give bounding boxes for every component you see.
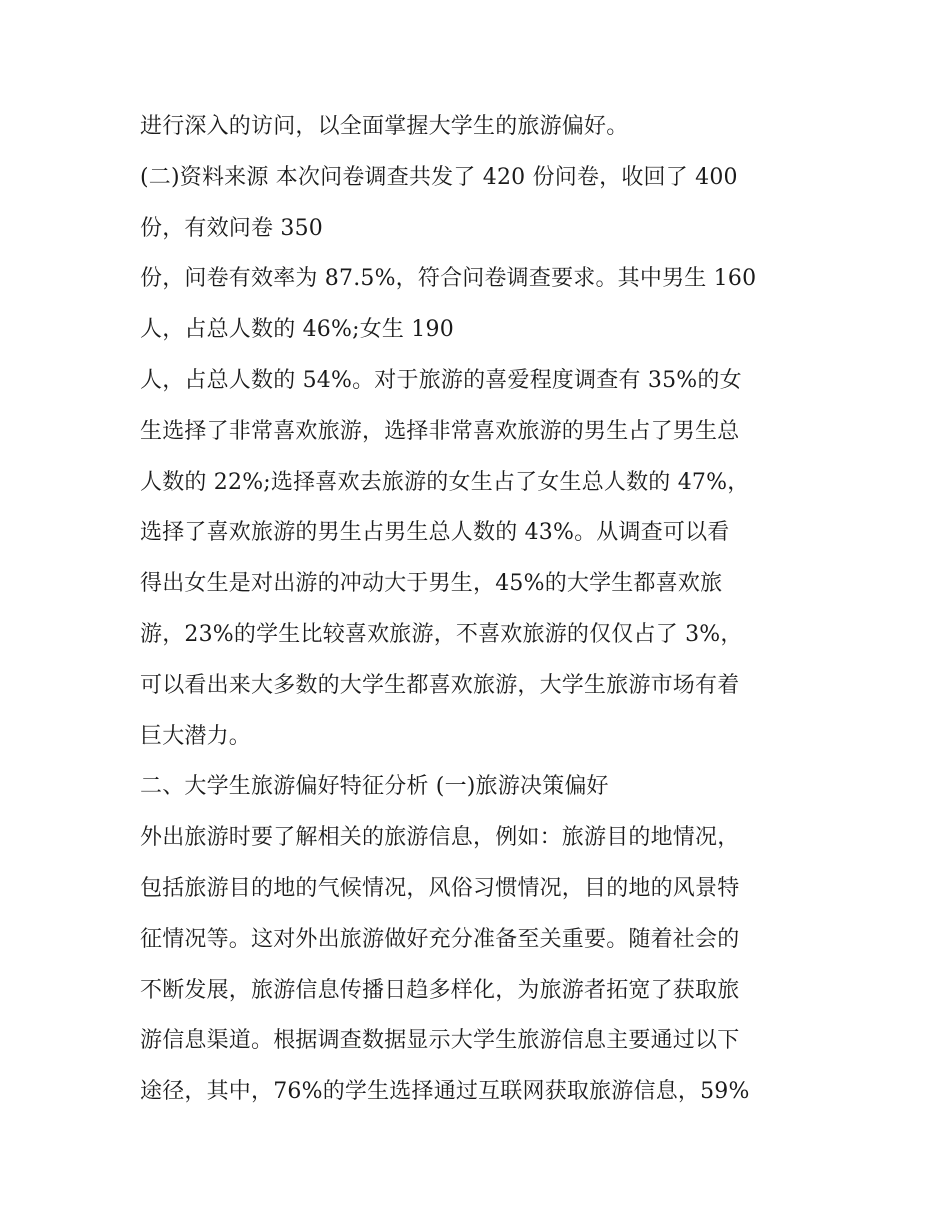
text-line: 包括旅游目的地的气候情况，风俗习惯情况，目的地的风景特	[140, 875, 740, 901]
text-line: (二)资料来源 本次问卷调查共发了 420 份问卷，收回了 400	[140, 164, 738, 190]
text-line: 份，有效问卷 350	[140, 215, 323, 241]
text-line: 生选择了非常喜欢旅游，选择非常喜欢旅游的男生占了男生总	[140, 418, 740, 444]
text-line: 可以看出来大多数的大学生都喜欢旅游，大学生旅游市场有着	[140, 672, 740, 698]
text-line: 人数的 22%;选择喜欢去旅游的女生占了女生总人数的 47%，	[140, 469, 750, 495]
text-line: 得出女生是对出游的冲动大于男生，45%的大学生都喜欢旅	[140, 571, 723, 597]
text-line: 征情况等。这对外出旅游做好充分准备至关重要。随着社会的	[140, 926, 740, 952]
text-line: 外出旅游时要了解相关的旅游信息，例如：旅游目的地情况，	[140, 825, 740, 851]
text-line: 份，问卷有效率为 87.5%，符合问卷调查要求。其中男生 160	[140, 266, 757, 292]
text-line: 选择了喜欢旅游的男生占男生总人数的 43%。从调查可以看	[140, 520, 730, 546]
section-heading: 二、大学生旅游偏好特征分析 (一)旅游决策偏好	[140, 774, 609, 800]
text-line: 进行深入的访问，以全面掌握大学生的旅游偏好。	[140, 114, 629, 139]
text-line: 游，23%的学生比较喜欢旅游，不喜欢旅游的仅仅占了 3%，	[140, 621, 743, 647]
text-line: 游信息渠道。根据调查数据显示大学生旅游信息主要通过以下	[140, 1028, 740, 1054]
text-line: 人，占总人数的 54%。对于旅游的喜爱程度调查有 35%的女	[140, 367, 742, 393]
text-line: 巨大潜力。	[140, 723, 252, 749]
text-line: 人，占总人数的 46%;女生 190	[140, 317, 454, 343]
text-line: 途径，其中，76%的学生选择通过互联网获取旅游信息，59%	[140, 1079, 750, 1105]
body-text	[140, 109, 820, 1125]
text-line: 不断发展，旅游信息传播日趋多样化，为旅游者拓宽了获取旅	[140, 977, 740, 1003]
